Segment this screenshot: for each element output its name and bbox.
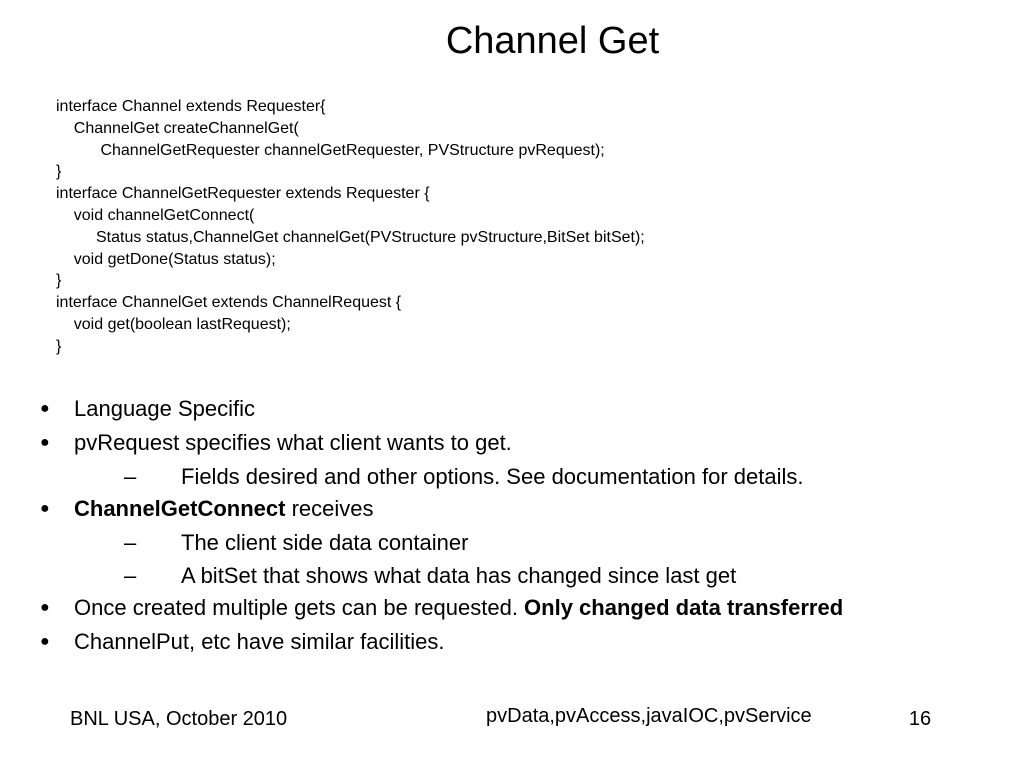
code-line: Status status,ChannelGet channelGet(PVStructure pvStructure,BitSet bitSet); (56, 228, 645, 246)
bullet-dot-icon: ● (40, 400, 50, 417)
sub-bullet-text: A bitSet that shows what data has changed since last get (181, 563, 737, 588)
sub-bullet-item (0, 462, 1023, 494)
sub-bullet-text: Fields desired and other options. See documentation for details. (181, 464, 804, 489)
code-block (56, 96, 645, 358)
code-line: void get(boolean lastRequest); (56, 315, 291, 333)
dash-icon: – (124, 530, 137, 555)
bullet-list (0, 394, 1023, 661)
footer-date: BNL USA, October 2010 (70, 708, 288, 730)
dash-icon: – (124, 464, 137, 489)
code-line: void getDone(Status status); (56, 250, 276, 268)
code-line: void channelGetConnect( (56, 206, 255, 224)
code-line: interface Channel extends Requester{ (56, 98, 326, 115)
bullet-item (0, 394, 1023, 428)
page-number: 16 (908, 708, 932, 730)
code-line: } (56, 337, 62, 355)
bullet-item (0, 593, 1023, 627)
dash-icon: – (124, 563, 137, 588)
bullet-text-bold: ChannelGetConnect (74, 496, 286, 521)
bullet-text: ChannelPut, etc have similar facilities. (74, 629, 445, 654)
code-line: interface ChannelGetRequester extends Requester { (56, 185, 430, 203)
bullet-dot-icon: ● (40, 500, 50, 517)
bullet-text: receives (285, 496, 374, 521)
code-line: } (56, 163, 62, 181)
sub-bullet-item (0, 561, 1023, 593)
bullet-text: Language Specific (74, 396, 256, 421)
bullet-item (0, 428, 1023, 462)
bullet-item (0, 494, 1023, 528)
bullet-text: pvRequest specifies what client wants to get. (74, 430, 512, 455)
code-line: interface ChannelGet extends ChannelRequest { (56, 294, 402, 312)
sub-bullet-item (0, 528, 1023, 561)
bullet-text-bold: Only changed data transferred (524, 595, 844, 620)
code-line: ChannelGetRequester channelGetRequester, PVStructure pvRequest); (56, 141, 605, 159)
bullet-text: Once created multiple gets can be requested. (74, 595, 525, 620)
bullet-item (0, 627, 1023, 661)
slide-title: Channel Get (445, 20, 660, 62)
footer-title: pvData,pvAccess,javaIOC,pvService (486, 705, 812, 727)
sub-bullet-text: The client side data container (181, 530, 469, 555)
bullet-dot-icon: ● (40, 434, 50, 451)
code-line: ChannelGet createChannelGet( (56, 119, 299, 137)
bullet-dot-icon: ● (40, 599, 50, 616)
code-line: } (56, 272, 62, 290)
bullet-dot-icon: ● (40, 633, 50, 650)
